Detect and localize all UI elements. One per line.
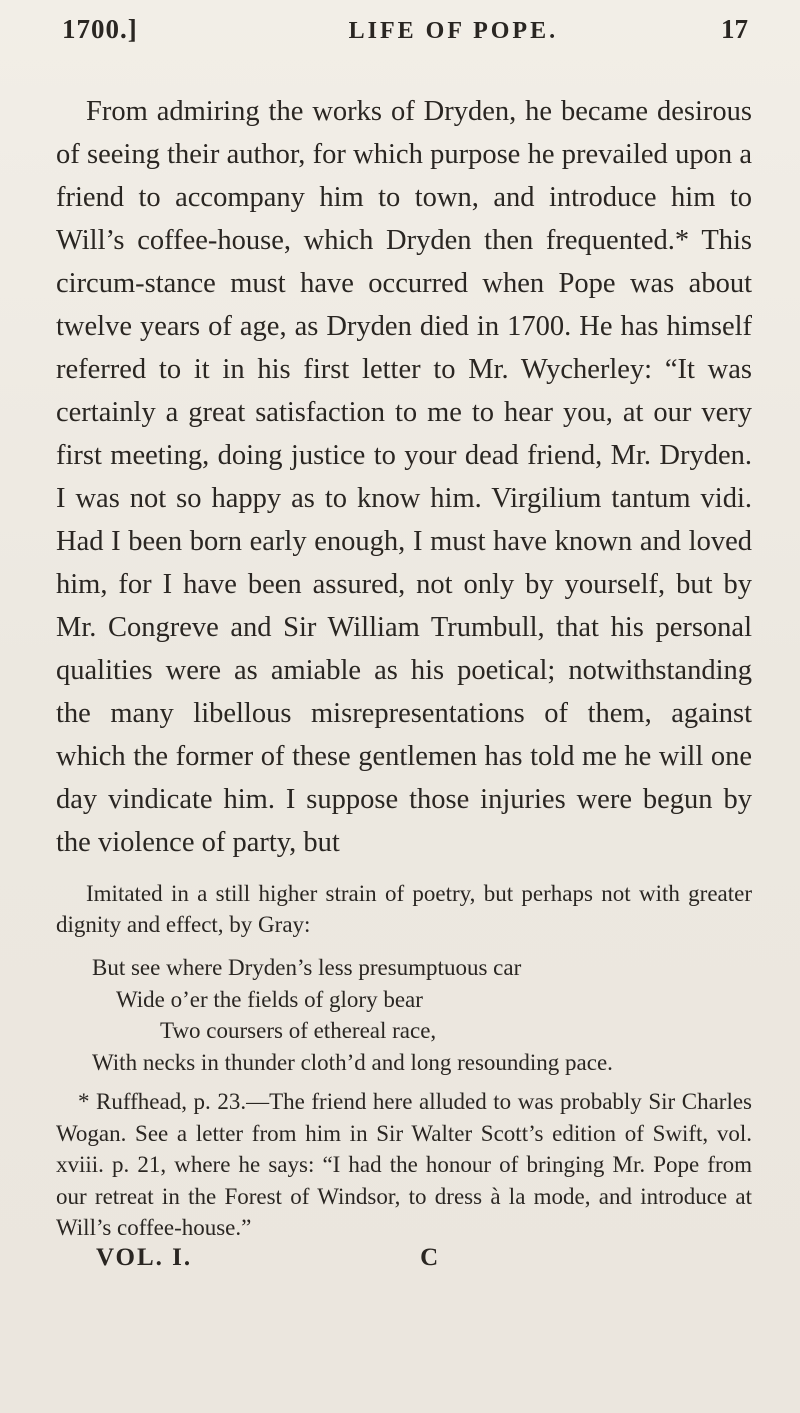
- verse-line: Two coursers of ethereal race,: [160, 1018, 437, 1043]
- page-number: 17: [720, 14, 748, 44]
- signature-mark: C: [420, 1243, 441, 1271]
- main-text: [56, 90, 752, 864]
- header-running-title: LIFE OF POPE.: [348, 18, 559, 44]
- footnote-continuation-text: Imitated in a still higher strain of poetry, but perhaps not with greater dignity and effect, by Gray:: [56, 881, 752, 937]
- running-header: [56, 14, 752, 58]
- verse-line: With necks in thunder cloth’d and long resounding pace.: [92, 1049, 613, 1075]
- verse-line: Wide o’er the fields of glory bear: [116, 986, 423, 1012]
- verse-line: But see where Dryden’s less presumptuous car: [92, 955, 522, 980]
- volume-mark: VOL. I.: [96, 1243, 193, 1271]
- footnote-continuation: [56, 878, 752, 940]
- signature-line: [56, 1244, 752, 1272]
- footnote: [56, 1086, 752, 1244]
- verse-quotation: [56, 952, 752, 1078]
- footnote-text: * Ruffhead, p. 23.—The friend here alluded to was probably Sir Charles Wogan. See a letter from him in Sir Walter Scott’s edition of Swift, vol. xviii. p. 21, where he says: “I had the honour of bringing Mr. Pope from our retreat in the Forest of Windsor, to dress à la mode, and introduce at Will’s coffee-house.”: [56, 1089, 752, 1240]
- body-paragraph: From admiring the works of Dryden, he became desirous of seeing their author, for which purpose he prevailed upon a friend to accompany him to town, and introduce him to Will’s coffee-house, which Dryden then frequented.* This circum-stance must have occurred when Pope was about twelve years of age, as Dryden died in 1700. He has himself referred to it in his first letter to Mr. Wycherley: “It was certainly a great satisfaction to me to hear you, at our very first meeting, doing justice to your dead friend, Mr. Dryden. I was not so happy as to know him. Virgilium tantum vidi. Had I been born early enough, I must have known and loved him, for I have been assured, not only by yourself, but by Mr. Congreve and Sir William Trumbull, that his personal qualities were as amiable as his poetical; notwithstanding the many libellous misrepresentations of them, against which the former of these gentlemen has told me he will one day vindicate him. I suppose those injuries were begun by the violence of party, but: [56, 96, 752, 858]
- header-year: 1700.]: [62, 14, 138, 44]
